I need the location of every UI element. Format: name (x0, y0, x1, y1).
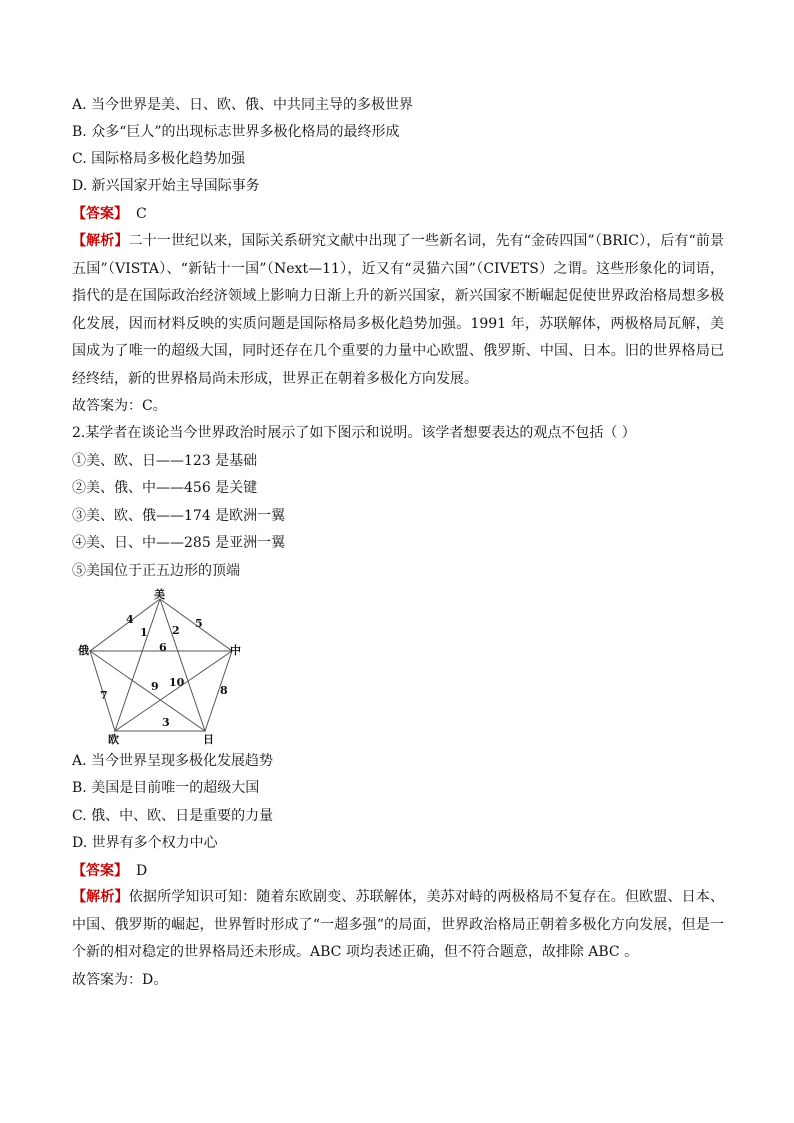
region-number-1: 1 (140, 626, 148, 639)
region-number-10: 10 (169, 676, 185, 689)
q2-conclusion: 故答案为：D。 (72, 972, 168, 988)
answer-tag: 【答案】 (72, 206, 128, 222)
vertex-label-japan: 日 (203, 733, 214, 746)
answer-value: C (136, 206, 147, 222)
q1-analysis (72, 228, 724, 393)
q2-option-a: A. 当今世界呈现多极化发展趋势 (72, 753, 274, 769)
region-number-5: 5 (195, 617, 203, 630)
q2-option-b: B. 美国是目前唯一的超级大国 (72, 780, 260, 796)
vertex-label-europe: 欧 (108, 733, 119, 746)
q2-answer (72, 861, 147, 881)
q2-item-2: ②美、俄、中——456 是关键 (72, 480, 258, 496)
region-number-2: 2 (172, 624, 180, 637)
q2-option-c: C. 俄、中、欧、日是重要的力量 (72, 808, 274, 824)
analysis-text: 二十一世纪以来，国际关系研究文献中出现了一些新名词，先有“金砖四国”（BRIC），后有“前景五国”（VISTA）、“新钻十一国”（Next—11），近又有“灵猫六国”（CIVETS）之谓。这些形象化的词语，指代的是在国际政治经济领域上影响力日渐上升的新兴国家，新兴国家不断崛起促使世界政治格局想多极化发展，因而材料反映的实质问题是国际格局多极化趋势加强。1991 年，苏联解体，两极格局瓦解，美国成为了唯一的超级大国，同时还存在几个重要的力量中心欧盟、俄罗斯、中国、日本。旧的世界格局已经终结，新的世界格局尚未形成，世界正在朝着多极化方向发展。 (72, 233, 725, 387)
analysis-tag: 【解析】 (72, 233, 129, 249)
q1-option-d: D. 新兴国家开始主导国际事务 (72, 178, 260, 194)
q2-item-3: ③美、欧、俄——174 是欧洲一翼 (72, 508, 286, 524)
vertex-label-china: 中 (230, 644, 241, 657)
answer-value: D (136, 863, 148, 879)
answer-tag: 【答案】 (72, 863, 128, 879)
q1-conclusion: 故答案为：C。 (72, 398, 167, 414)
q2-stem: 2.某学者在谈论当今世界政治时展示了如下图示和说明。该学者想要表达的观点不包括（ ） (72, 425, 636, 441)
region-number-8: 8 (220, 684, 228, 697)
q2-item-5: ⑤美国位于正五边形的顶端 (72, 563, 240, 579)
analysis-text: 依据所学知识可知：随着东欧剧变、苏联解体，美苏对峙的两极格局不复存在。但欧盟、日本、中国、俄罗斯的崛起，世界暂时形成了“一超多强”的局面，世界政治格局正朝着多极化方向发展，但是一个新的相对稳定的世界格局还未形成。ABC 项均表述正确，但不符合题意，故排除 ABC 。 (72, 889, 725, 960)
region-number-6: 6 (159, 641, 167, 654)
vertex-label-us: 美 (154, 588, 165, 601)
region-number-3: 3 (162, 716, 170, 729)
region-number-7: 7 (100, 689, 108, 702)
pentagon-diagram (72, 586, 252, 746)
vertex-label-russia: 俄 (78, 644, 89, 657)
q1-option-b: B. 众多“巨人”的出现标志世界多极化格局的最终形成 (72, 124, 400, 140)
q1-answer (72, 204, 147, 224)
region-number-4: 4 (126, 613, 134, 626)
analysis-tag: 【解析】 (72, 889, 129, 905)
q1-option-a: A. 当今世界是美、日、欧、俄、中共同主导的多极世界 (72, 97, 414, 113)
q2-item-4: ④美、日、中——285 是亚洲一翼 (72, 535, 286, 551)
region-number-9: 9 (151, 680, 159, 693)
q1-option-c: C. 国际格局多极化趋势加强 (72, 151, 246, 167)
q2-item-1: ①美、欧、日——123 是基础 (72, 453, 258, 469)
q2-option-d: D. 世界有多个权力中心 (72, 835, 218, 851)
pentagon-svg (72, 586, 252, 746)
q2-analysis (72, 884, 724, 967)
star-diagonals (90, 599, 232, 731)
